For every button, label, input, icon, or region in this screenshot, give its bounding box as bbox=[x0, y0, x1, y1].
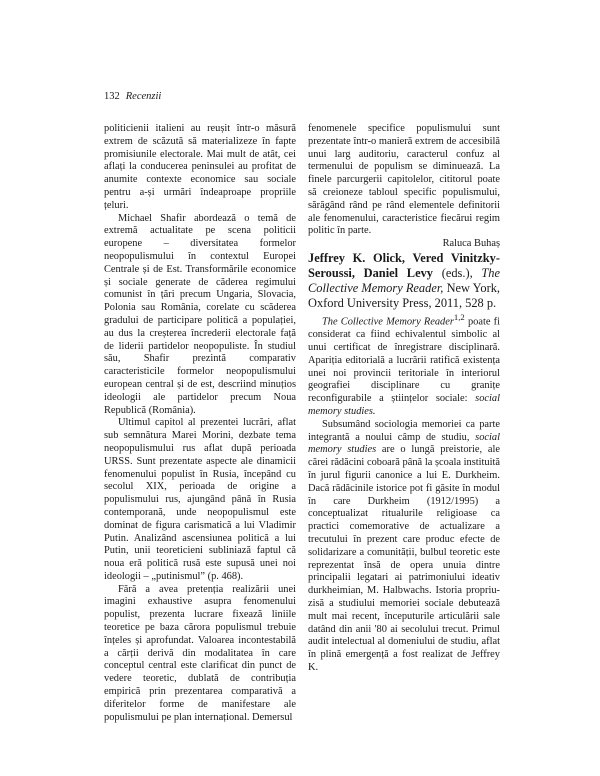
right-column bbox=[308, 123, 500, 675]
left-paragraph-4: Fără a avea pretenția realizării unei imagini exhaustive asupra fenomenului populist, prezenta lucrare fixează liniile teoretice pe baza cărora populismul trebuie înțeles și aprofundat. Valoarea incontestabilă a cărții derivă din modalitatea în care conceptul central este clarificat din punct de vedere teoretic, dublată de contribuția empirică prin prezentarea comparativă a diferitelor forme de manifestare ale populismului pe plan internațional. Demersul bbox=[104, 583, 296, 723]
review-publication: New York, Oxford University Press, 2011, 528 p. bbox=[308, 280, 500, 310]
left-paragraph-2: Michael Shafir abordează o temă de extremă actualitate pe scena politicii europene – diversitatea formelor neopopulismului în contextul Europei Centrale și de Est. Transformările economice și sociale generate de căderea regimului comunist în țări precum Ungaria, Slovacia, Polonia sau România, corelate cu scăderea gradului de participare politică a populației, au dus la creșterea încrederii electorale față de liderii partidelor neopopuliste. În studiul său, Shafir prezintă comparativ caracteristicile formelor neopopulismului european central și de est, descriind minuțios ideologii ale partidelor precum Noua Republică (România). bbox=[104, 212, 296, 416]
footnote-ref: 1,2 bbox=[453, 311, 465, 322]
field-term-2: social memory studies bbox=[308, 431, 500, 456]
page-number: 132 bbox=[104, 91, 120, 102]
right-paragraph-3-a: Subsumând sociologia memoriei ca parte integrantă a noului câmp de studiu, bbox=[308, 418, 500, 443]
right-paragraph-3 bbox=[308, 419, 500, 675]
right-paragraph-2-text: poate fi considerat ca fiind echivalentul simbolic al unui certificat de înregistrare disciplinară. Apariția editorială a lucrării ratifică existența unei noi provincii teritoriale în interiorul geografiei disciplinare cu granițe reconfigurabile a științelor sociale: bbox=[308, 316, 500, 405]
left-paragraph-1: politicienii italieni au reușit într-o măsură extrem de scăzută să materializeze în fapte promisiunile electorale. Mai mult de atât, cei aflați la conducerea peninsulei au profitat de anumite contexte economice sau sociale pentru a-și urmări îndeaproape propriile țeluri. bbox=[104, 123, 296, 211]
review-eds: (eds.), bbox=[441, 265, 473, 280]
left-column bbox=[104, 123, 296, 724]
right-paragraph-3-b: are o lungă preistorie, ale cărei rădăcini coboară până la școala instituită în jurul figurii canonice a lui E. Durkheim. Dacă rădăcinile istorice pot fi găsite în modul în care Durkheim (1912/1995) a conceptualizat ritualurile religioase ca practici comemorative de actualizare a trecutului în prezent care produc efecte de solidarizare a comunității, bulbul teoretic este reprezentat însă de opera unuia dintre principalii legatari ai patrimoniului ideativ durkheimian, M. Halbwachs. Istoria propriu-zisă a studiului memoriei sociale debutează mult mai recent, începuturile articulării sale datând din anii '80 ai secolului trecut. Primul audit intelectual al domeniului de studiu, aflat în plină emergență a fost realizat de Jeffrey K. bbox=[308, 444, 500, 673]
left-paragraph-3: Ultimul capitol al prezentei lucrări, aflat sub semnătura Marei Morini, dezbate tema neopopulismului rus aflat după perioada URSS. Sunt prezentate aspecte ale dinamicii fenomenului populist în Rusia, începând cu secolul XIX, perioada de origine a populismului rus, ajungând până în Rusia contemporană, unde neopopulismul este dominat de figura carismatică a lui Vladimir Putin. Analizând ascensiunea politică a lui Putin, unii teoreticieni subliniază faptul că noua eră politică rusă este supusă unei noi ideologii – „putinismul” (p. 468). bbox=[104, 417, 296, 582]
running-title: Recenzii bbox=[125, 91, 162, 102]
review-heading bbox=[308, 251, 500, 311]
book-title-inline: The Collective Memory Reader bbox=[322, 316, 454, 328]
right-paragraph-1: fenomenele specifice populismului sunt prezentate într-o manieră extrem de accesibilă unui larg auditoriu, caracterul confuz al termenului de populism se diminuează. La finele parcurgerii capitolelor, cititorul poate să creioneze tabloul specific populismului, sărăgând rând pe rând elementele definitorii ale fenomenului, caracteristice fiecărui regim politic în parte. bbox=[308, 123, 500, 237]
review-book-title: The Collective Memory Reader, bbox=[308, 265, 500, 295]
review-authors: Jeffrey K. Olick, Vered Vinitzky-Seroussi, Daniel Levy bbox=[308, 250, 500, 280]
running-header bbox=[104, 91, 161, 103]
field-term: social memory studies. bbox=[308, 393, 500, 418]
right-paragraph-2 bbox=[308, 311, 500, 419]
review-signature: Raluca Buhaș bbox=[442, 238, 500, 250]
